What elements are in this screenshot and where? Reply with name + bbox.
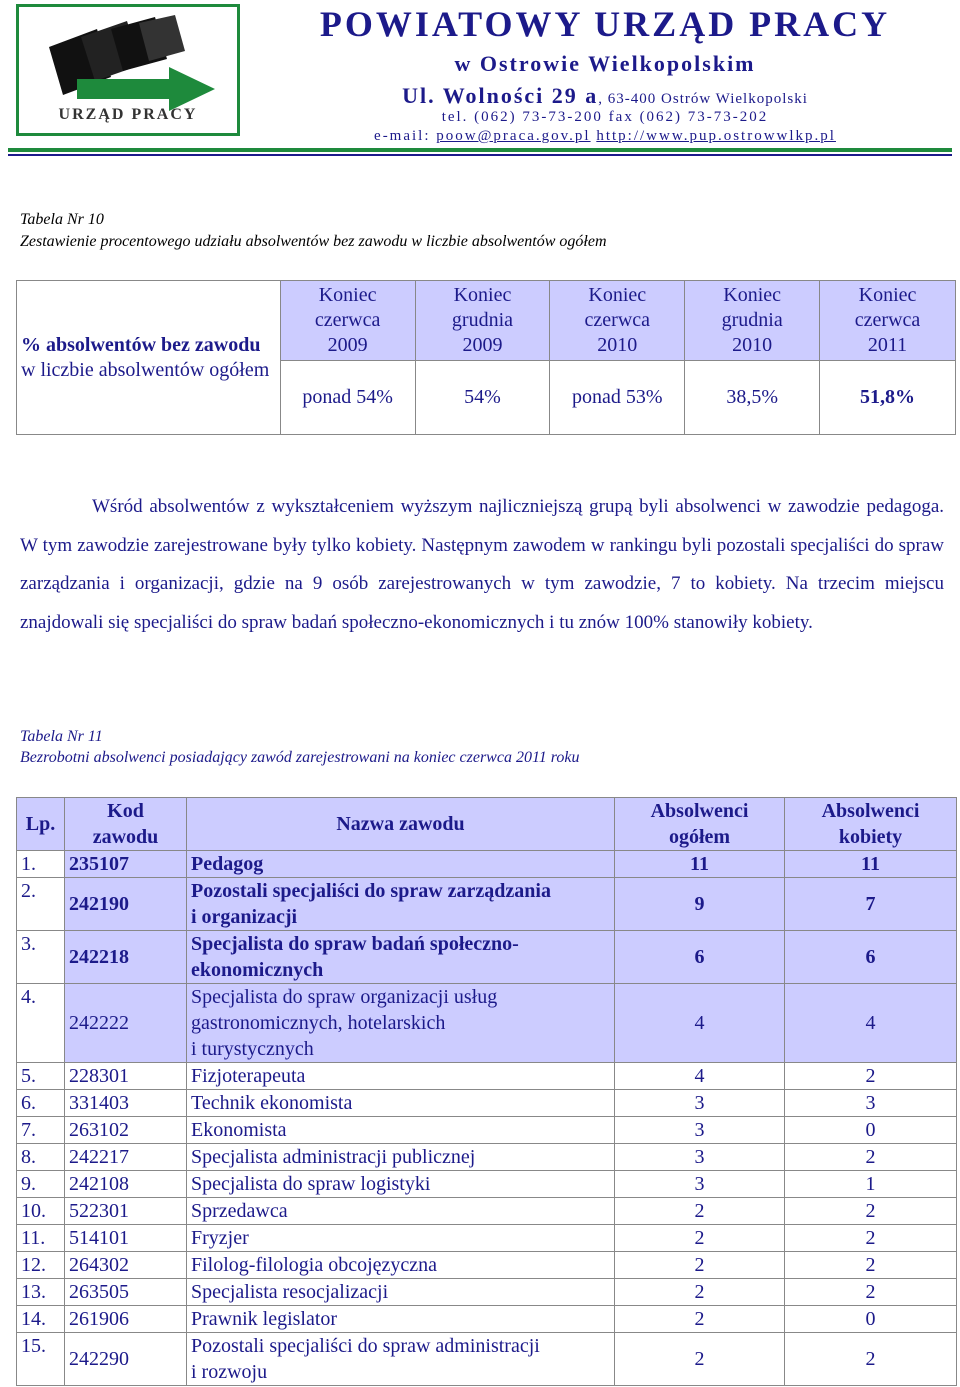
table11-caption-title: Bezrobotni absolwenci posiadający zawód zarejestrowani na koniec czerwca 2011 roku xyxy=(20,749,580,766)
cell-ogolem: 3 xyxy=(615,1117,785,1144)
cell-nazwa: Pozostali specjaliści do spraw administracji i rozwoju xyxy=(187,1333,615,1386)
cell-ogolem: 2 xyxy=(615,1279,785,1306)
cell-kobiety: 2 xyxy=(785,1279,957,1306)
cell-lp: 12. xyxy=(17,1252,65,1279)
cell-kobiety: 2 xyxy=(785,1144,957,1171)
email-label: e-mail: xyxy=(374,128,437,144)
table10-col-header: Koniec grudnia 2010 xyxy=(685,281,820,361)
cell-ogolem: 3 xyxy=(615,1171,785,1198)
cell-nazwa: Pozostali specjaliści do spraw zarządzania i organizacji xyxy=(187,878,615,931)
table-row xyxy=(17,1063,957,1090)
table-row xyxy=(17,984,957,1063)
table10-value: 54% xyxy=(415,361,550,435)
cell-kod: 242190 xyxy=(65,878,187,931)
cell-kod: 263102 xyxy=(65,1117,187,1144)
col-header-kod: Kod zawodu xyxy=(65,798,187,851)
col-header-nazwa: Nazwa zawodu xyxy=(187,798,615,851)
cell-kod: 522301 xyxy=(65,1198,187,1225)
cell-nazwa: Fizjoterapeuta xyxy=(187,1063,615,1090)
table10 xyxy=(16,280,956,435)
description-paragraph: Wśród absolwentów z wykształceniem wyższym najliczniejszą grupą byli absolwenci w zawodzie pedagoga. W tym zawodzie zarejestrowane były tylko kobiety. Następnym zawodem w rankingu byli pozostali specjaliści do spraw zarządzania i organizacji, gdzie na 9 osób zarejestrowanych w tym zawodzie, 7 to kobiety. Na trzecim miejscu znajdowali się specjaliści do spraw badań społeczno-ekonomicznych i tu znów 100% stanowiły kobiety. xyxy=(20,496,944,633)
table-row xyxy=(17,1279,957,1306)
cell-kobiety: 2 xyxy=(785,1198,957,1225)
cell-nazwa: Specjalista do spraw logistyki xyxy=(187,1171,615,1198)
table10-value: 51,8% xyxy=(820,361,956,435)
cell-lp: 14. xyxy=(17,1306,65,1333)
office-title: POWIATOWY URZĄD PRACY xyxy=(319,4,891,44)
cell-lp: 11. xyxy=(17,1225,65,1252)
cell-lp: 13. xyxy=(17,1279,65,1306)
cell-nazwa: Fryzjer xyxy=(187,1225,615,1252)
cell-kobiety: 3 xyxy=(785,1090,957,1117)
cell-nazwa: Specjalista resocjalizacji xyxy=(187,1279,615,1306)
cell-ogolem: 9 xyxy=(615,878,785,931)
table11-header-row xyxy=(17,798,957,851)
cell-lp: 5. xyxy=(17,1063,65,1090)
table10-value: ponad 54% xyxy=(280,361,415,435)
office-street: Ul. Wolności 29 a xyxy=(402,83,599,108)
cell-ogolem: 4 xyxy=(615,1063,785,1090)
cell-kobiety: 2 xyxy=(785,1333,957,1386)
cell-nazwa: Technik ekonomista xyxy=(187,1090,615,1117)
table-row xyxy=(17,1225,957,1252)
cell-lp: 10. xyxy=(17,1198,65,1225)
cell-nazwa: Specjalista do spraw organizacji usług gastronomicznych, hotelarskich i turystycznych xyxy=(187,984,615,1063)
cell-ogolem: 3 xyxy=(615,1144,785,1171)
table10-caption-number: Tabela Nr 10 xyxy=(20,211,104,228)
cell-ogolem: 3 xyxy=(615,1090,785,1117)
col-header-kobiety: Absolwenci kobiety xyxy=(785,798,957,851)
cell-kod: 242108 xyxy=(65,1171,187,1198)
office-city: , 63-400 Ostrów Wielkopolski xyxy=(598,91,808,107)
cell-kobiety: 11 xyxy=(785,851,957,878)
cell-lp: 2. xyxy=(17,878,65,931)
cell-nazwa: Specjalista administracji publicznej xyxy=(187,1144,615,1171)
cell-kod: 242290 xyxy=(65,1333,187,1386)
cell-lp: 9. xyxy=(17,1171,65,1198)
cell-lp: 8. xyxy=(17,1144,65,1171)
table10-header-row xyxy=(17,281,956,361)
table10-col-header: Koniec czerwca 2009 xyxy=(280,281,415,361)
office-phone: tel. (062) 73-73-200 fax (062) 73-73-202 xyxy=(441,109,769,125)
col-header-lp: Lp. xyxy=(17,798,65,851)
cell-kod: 242217 xyxy=(65,1144,187,1171)
cell-kobiety: 2 xyxy=(785,1252,957,1279)
table-row xyxy=(17,851,957,878)
urzad-pracy-logo xyxy=(16,4,240,136)
table10-value: 38,5% xyxy=(685,361,820,435)
cell-kod: 235107 xyxy=(65,851,187,878)
table-row xyxy=(17,1306,957,1333)
table-row xyxy=(17,1117,957,1144)
cell-ogolem: 2 xyxy=(615,1306,785,1333)
cell-ogolem: 2 xyxy=(615,1252,785,1279)
cell-kobiety: 0 xyxy=(785,1306,957,1333)
cell-kod: 264302 xyxy=(65,1252,187,1279)
cell-nazwa: Pedagog xyxy=(187,851,615,878)
table11 xyxy=(16,797,957,1386)
cell-lp: 3. xyxy=(17,931,65,984)
table10-caption-title: Zestawienie procentowego udziału absolwentów bez zawodu w liczbie absolwentów ogółem xyxy=(20,233,607,250)
cell-ogolem: 2 xyxy=(615,1225,785,1252)
table11-caption-number: Tabela Nr 11 xyxy=(20,728,103,745)
cell-nazwa: Sprzedawca xyxy=(187,1198,615,1225)
cell-ogolem: 2 xyxy=(615,1333,785,1386)
cell-kod: 242222 xyxy=(65,984,187,1063)
cell-kobiety: 2 xyxy=(785,1063,957,1090)
cell-kobiety: 0 xyxy=(785,1117,957,1144)
cell-nazwa: Specjalista do spraw badań społeczno- ekonomicznych xyxy=(187,931,615,984)
table-row xyxy=(17,1333,957,1386)
logo-text: URZĄD PRACY xyxy=(58,106,198,123)
cell-ogolem: 2 xyxy=(615,1198,785,1225)
cell-lp: 7. xyxy=(17,1117,65,1144)
table10-col-header: Koniec czerwca 2010 xyxy=(550,281,685,361)
table-row xyxy=(17,1090,957,1117)
cell-kod: 261906 xyxy=(65,1306,187,1333)
office-subtitle: w Ostrowie Wielkopolskim xyxy=(454,51,756,76)
cell-lp: 4. xyxy=(17,984,65,1063)
cell-kobiety: 1 xyxy=(785,1171,957,1198)
cell-kod: 228301 xyxy=(65,1063,187,1090)
cell-ogolem: 11 xyxy=(615,851,785,878)
table-row xyxy=(17,1171,957,1198)
cell-kod: 331403 xyxy=(65,1090,187,1117)
cell-nazwa: Ekonomista xyxy=(187,1117,615,1144)
table-row xyxy=(17,931,957,984)
table-row xyxy=(17,1144,957,1171)
table10-value: ponad 53% xyxy=(550,361,685,435)
email-link[interactable]: poow@praca.gov.pl xyxy=(436,128,591,144)
cell-kod: 242218 xyxy=(65,931,187,984)
header-rule-blue xyxy=(8,154,952,156)
cell-lp: 1. xyxy=(17,851,65,878)
cell-kobiety: 2 xyxy=(785,1225,957,1252)
cell-nazwa: Filolog-filologia obcojęzyczna xyxy=(187,1252,615,1279)
cell-kod: 514101 xyxy=(65,1225,187,1252)
table10-col-header: Koniec czerwca 2011 xyxy=(820,281,956,361)
cell-ogolem: 6 xyxy=(615,931,785,984)
table10-col-header: Koniec grudnia 2009 xyxy=(415,281,550,361)
cell-lp: 6. xyxy=(17,1090,65,1117)
cell-lp: 15. xyxy=(17,1333,65,1386)
table-row xyxy=(17,1252,957,1279)
table10-row-label: % absolwentów bez zawodu w liczbie absolwentów ogółem xyxy=(17,281,281,435)
cell-kod: 263505 xyxy=(65,1279,187,1306)
cell-nazwa: Prawnik legislator xyxy=(187,1306,615,1333)
cell-kobiety: 7 xyxy=(785,878,957,931)
cell-ogolem: 4 xyxy=(615,984,785,1063)
header-rule-green xyxy=(8,148,952,152)
table-row xyxy=(17,1198,957,1225)
cell-kobiety: 4 xyxy=(785,984,957,1063)
website-link[interactable]: http://www.pup.ostrowwlkp.pl xyxy=(596,128,836,144)
col-header-ogolem: Absolwenci ogółem xyxy=(615,798,785,851)
office-contact xyxy=(250,127,960,145)
table-row xyxy=(17,878,957,931)
cell-kobiety: 6 xyxy=(785,931,957,984)
